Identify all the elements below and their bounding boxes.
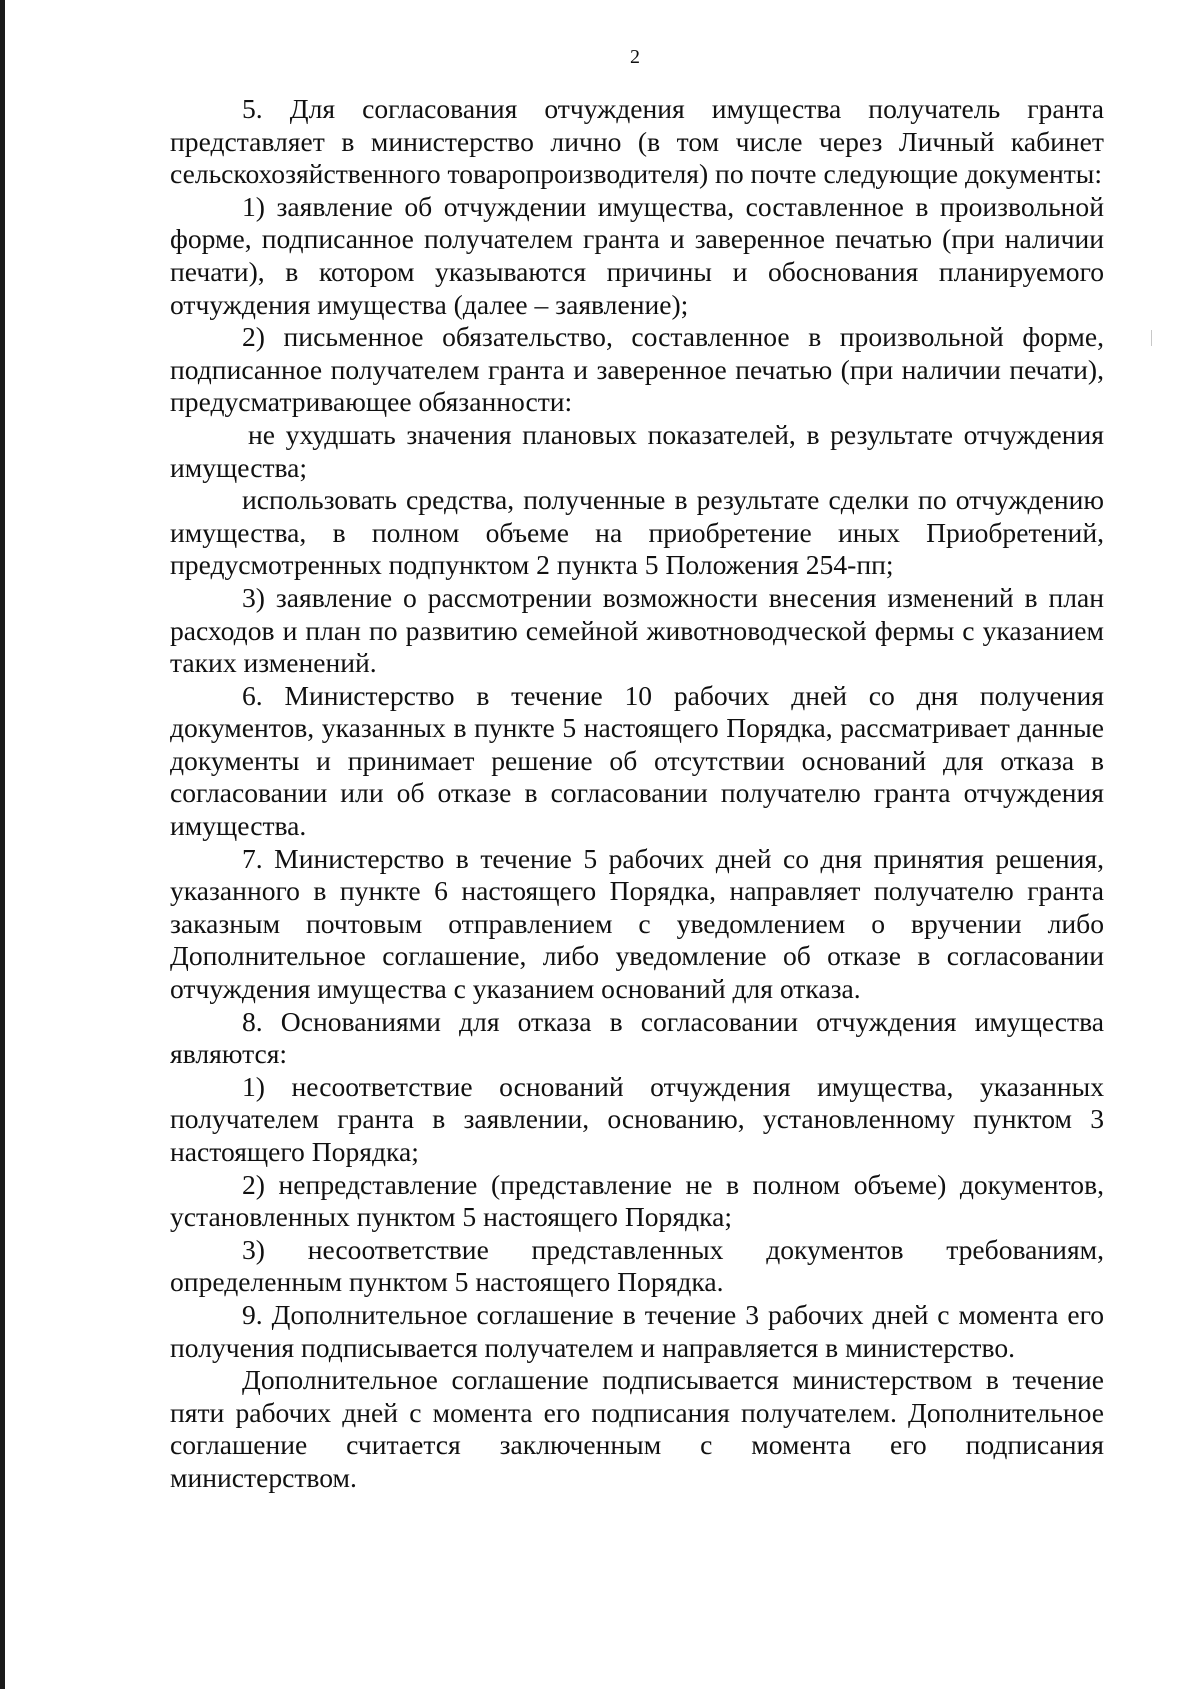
paragraph-5-item-2: 2) письменное обязательство, составленное в произвольной форме, подписанное получателем гранта и заверенное печатью (при наличии печати), предусматривающее обязанности: <box>170 321 1104 418</box>
paragraph-obligation-1: не ухудшать значения плановых показателей, в результате отчуждения имущества; <box>170 418 1104 483</box>
paragraph-5-intro: 5. Для согласования отчуждения имущества получатель гранта представляет в министерство лично (в том числе через Личный кабинет сельскохозяйственного товаропроизводителя) по почте следующие документы: <box>170 93 1104 190</box>
paragraph-8-item-2: 2) непредставление (представление не в полном объеме) документов, установленных пунктом 5 настоящего Порядка; <box>170 1168 1104 1233</box>
paragraph-9-continued: Дополнительное соглашение подписывается министерством в течение пяти рабочих дней с момента его подписания получателем. Дополнительное соглашение считается заключенным с момента его подписания министерством. <box>170 1364 1104 1493</box>
paragraph-obligation-2: использовать средства, полученные в результате сделки по отчуждению имущества, в полном объеме на приобретение иных Приобретений, предусмотренных подпунктом 2 пункта 5 Положения 254-пп; <box>170 484 1104 581</box>
paragraph-9: 9. Дополнительное соглашение в течение 3 рабочих дней с момента его получения подписывается получателем и направляется в министерство. <box>170 1298 1104 1363</box>
page-number: 2 <box>630 46 640 68</box>
paragraph-8-item-3: 3) несоответствие представленных документов требованиям, определенным пунктом 5 настоящего Порядка. <box>170 1233 1104 1298</box>
paragraph-8-item-1: 1) несоответствие оснований отчуждения имущества, указанных получателем гранта в заявлении, основанию, установленному пунктом 3 настоящего Порядка; <box>170 1070 1104 1167</box>
scan-speck <box>1151 330 1152 346</box>
scan-edge <box>0 0 5 1689</box>
paragraph-5-item-3: 3) заявление о рассмотрении возможности внесения изменений в план расходов и план по развитию семейной животноводческой фермы с указанием таких изменений. <box>170 581 1104 679</box>
paragraph-8-intro: 8. Основаниями для отказа в согласовании отчуждения имущества являются: <box>170 1005 1104 1070</box>
paragraph-6: 6. Министерство в течение 10 рабочих дней со дня получения документов, указанных в пункте 5 настоящего Порядка, рассматривает данные документы и принимает решение об отсутствии оснований для отказа в согласовании или об отказе в согласовании получателю гранта отчуждения имущества. <box>170 679 1104 842</box>
paragraph-7: 7. Министерство в течение 5 рабочих дней со дня принятия решения, указанного в пункте 6 настоящего Порядка, направляет получателю гранта заказным почтовым отправлением с уведомлением о вручении либо Дополнительное соглашение, либо уведомление об отказе в согласовании отчуждения имущества с указанием оснований для отказа. <box>170 842 1104 1005</box>
paragraph-5-item-1: 1) заявление об отчуждении имущества, составленное в произвольной форме, подписанное получателем гранта и заверенное печатью (при наличии печати), в котором указываются причины и обоснования планируемого отчуждения имущества (далее – заявление); <box>170 190 1104 320</box>
document-body <box>170 93 1104 1495</box>
